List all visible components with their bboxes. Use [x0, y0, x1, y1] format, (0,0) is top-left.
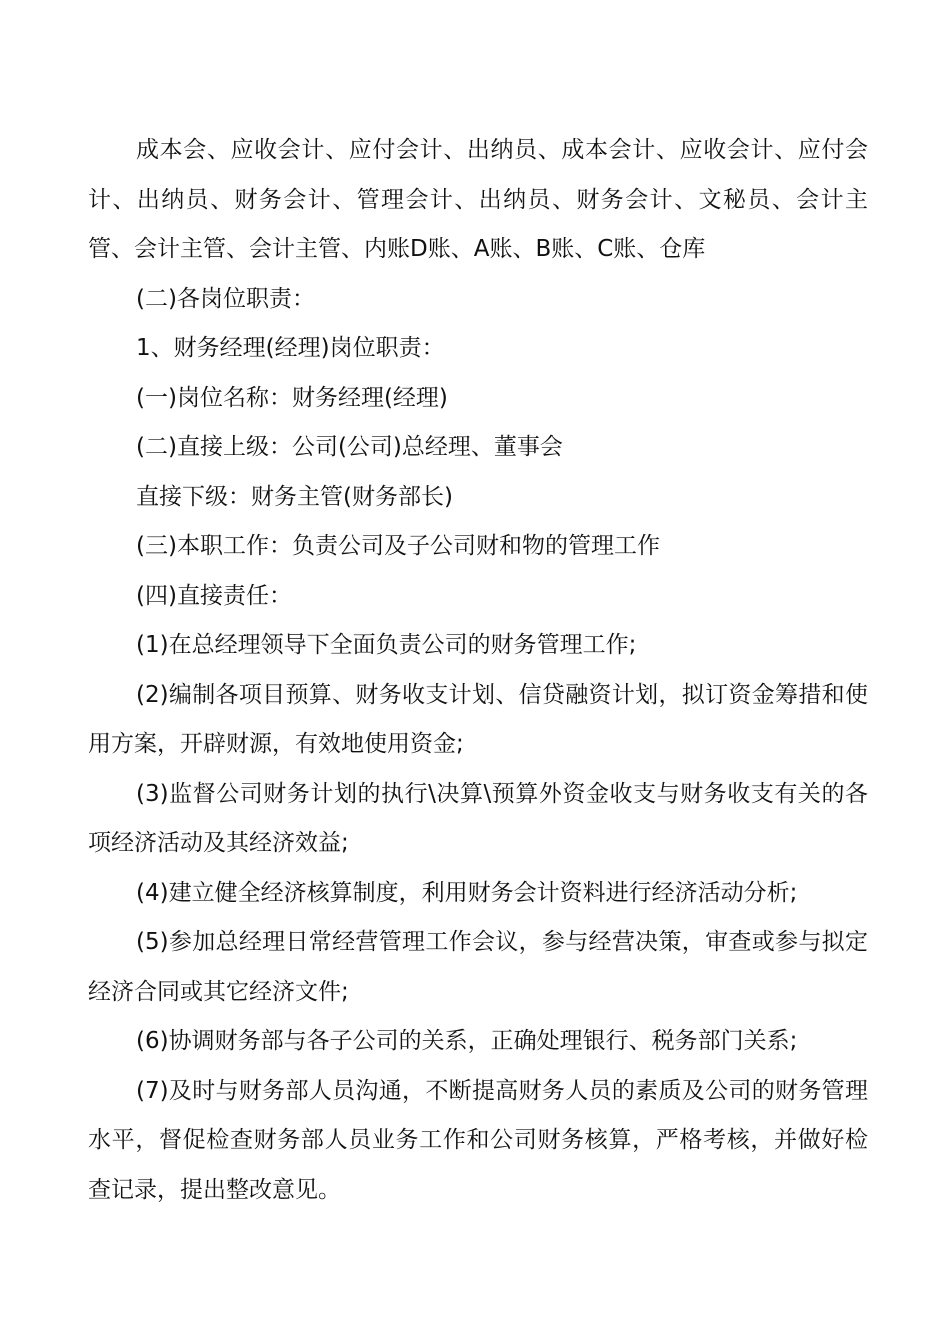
paragraph-duty-4: (4)建立健全经济核算制度，利用财务会计资料进行经济活动分析; — [136, 879, 798, 906]
document-page — [88, 126, 868, 1215]
paragraph-position-list: 成本会、应收会计、应付会计、出纳员、成本会计、应收会计、应付会计、出纳员、财务会计、管理会计、出纳员、财务会计、文秘员、会计主管、会计主管、会计主管、内账D账、A账、B账、C账、仓库 — [88, 137, 868, 262]
paragraph-duty-7: (7)及时与财务部人员沟通，不断提高财务人员的素质及公司的财务管理水平，督促检查财务部人员业务工作和公司财务核算，严格考核，并做好检查记录，提出整改意见。 — [88, 1077, 868, 1203]
paragraph-duty-5: (5)参加总经理日常经营管理工作会议，参与经营决策，审查或参与拟定经济合同或其它经济文件; — [88, 929, 868, 1005]
paragraph-section-duties-heading: (二)各岗位职责： — [136, 285, 315, 312]
paragraph-finance-manager-heading: 1、财务经理(经理)岗位职责： — [136, 335, 445, 361]
paragraph-duty-2: (2)编制各项目预算、财务收支计划、信贷融资计划，拟订资金筹措和使用方案，开辟财源，有效地使用资金; — [88, 681, 868, 757]
paragraph-direct-superior: (二)直接上级：公司(公司)总经理、董事会 — [136, 434, 563, 460]
paragraph-main-work: (三)本职工作：负责公司及子公司财和物的管理工作 — [136, 533, 660, 559]
paragraph-duty-3: (3)监督公司财务计划的执行\决算\预算外资金收支与财务收支有关的各项经济活动及其经济效益; — [88, 780, 868, 856]
paragraph-direct-responsibility-heading: (四)直接责任： — [136, 582, 292, 609]
paragraph-position-name: (一)岗位名称：财务经理(经理) — [136, 384, 448, 411]
paragraph-duty-1: (1)在总经理领导下全面负责公司的财务管理工作; — [136, 632, 637, 658]
paragraph-direct-subordinate: 直接下级：财务主管(财务部长) — [136, 483, 453, 510]
paragraph-duty-6: (6)协调财务部与各子公司的关系，正确处理银行、税务部门关系; — [136, 1028, 798, 1054]
